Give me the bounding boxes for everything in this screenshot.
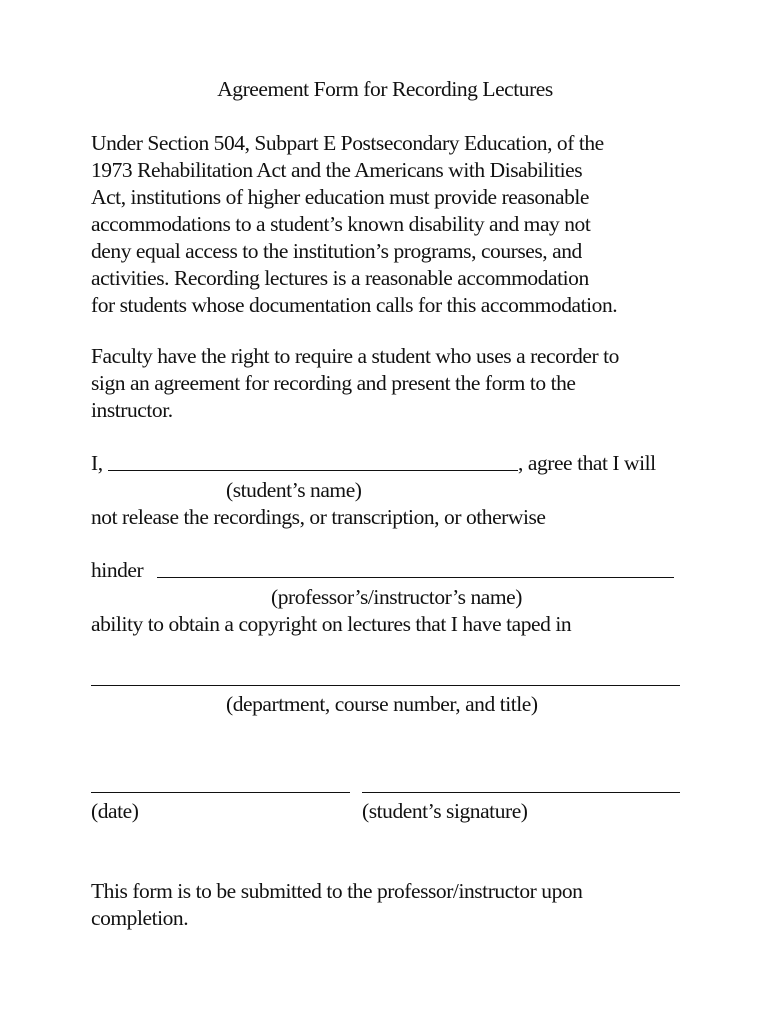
paragraph-line: This form is to be submitted to the professor/instructor upon — [91, 879, 583, 903]
signature-blank[interactable] — [362, 792, 680, 793]
date-caption: (date) — [91, 799, 139, 823]
document-title: Agreement Form for Recording Lectures — [217, 77, 553, 101]
professor-name-blank[interactable] — [157, 577, 674, 578]
professor-name-caption: (professor’s/instructor’s name) — [271, 585, 522, 609]
agreement-text: , agree that I will — [518, 451, 656, 475]
hinder-text: hinder — [91, 558, 144, 582]
faculty-rights-paragraph — [91, 343, 691, 424]
paragraph-line: sign an agreement for recording and present the form to the — [91, 371, 576, 395]
student-name-caption: (student’s name) — [226, 478, 362, 502]
course-blank[interactable] — [91, 685, 680, 686]
paragraph-line: accommodations to a student’s known disability and may not — [91, 212, 591, 236]
paragraph-line: deny equal access to the institution’s programs, courses, and — [91, 239, 582, 263]
submission-note — [91, 878, 691, 932]
paragraph-line: 1973 Rehabilitation Act and the Americans with Disabilities — [91, 158, 583, 182]
paragraph-line: for students whose documentation calls for this accommodation. — [91, 293, 618, 317]
legal-basis-paragraph — [91, 130, 691, 319]
release-text: not release the recordings, or transcription, or otherwise — [91, 505, 546, 529]
paragraph-line: Under Section 504, Subpart E Postsecondary Education, of the — [91, 131, 604, 155]
paragraph-line: Act, institutions of higher education must provide reasonable — [91, 185, 589, 209]
paragraph-line: Faculty have the right to require a student who uses a recorder to — [91, 344, 619, 368]
student-name-blank[interactable] — [108, 470, 518, 471]
agreement-prefix: I, — [91, 451, 103, 475]
paragraph-line: instructor. — [91, 398, 173, 422]
paragraph-line: activities. Recording lectures is a reasonable accommodation — [91, 266, 589, 290]
date-blank[interactable] — [91, 792, 350, 793]
paragraph-line: completion. — [91, 906, 189, 930]
course-caption: (department, course number, and title) — [226, 692, 538, 716]
ability-text: ability to obtain a copyright on lectures that I have taped in — [91, 612, 572, 636]
signature-caption: (student’s signature) — [362, 799, 528, 823]
